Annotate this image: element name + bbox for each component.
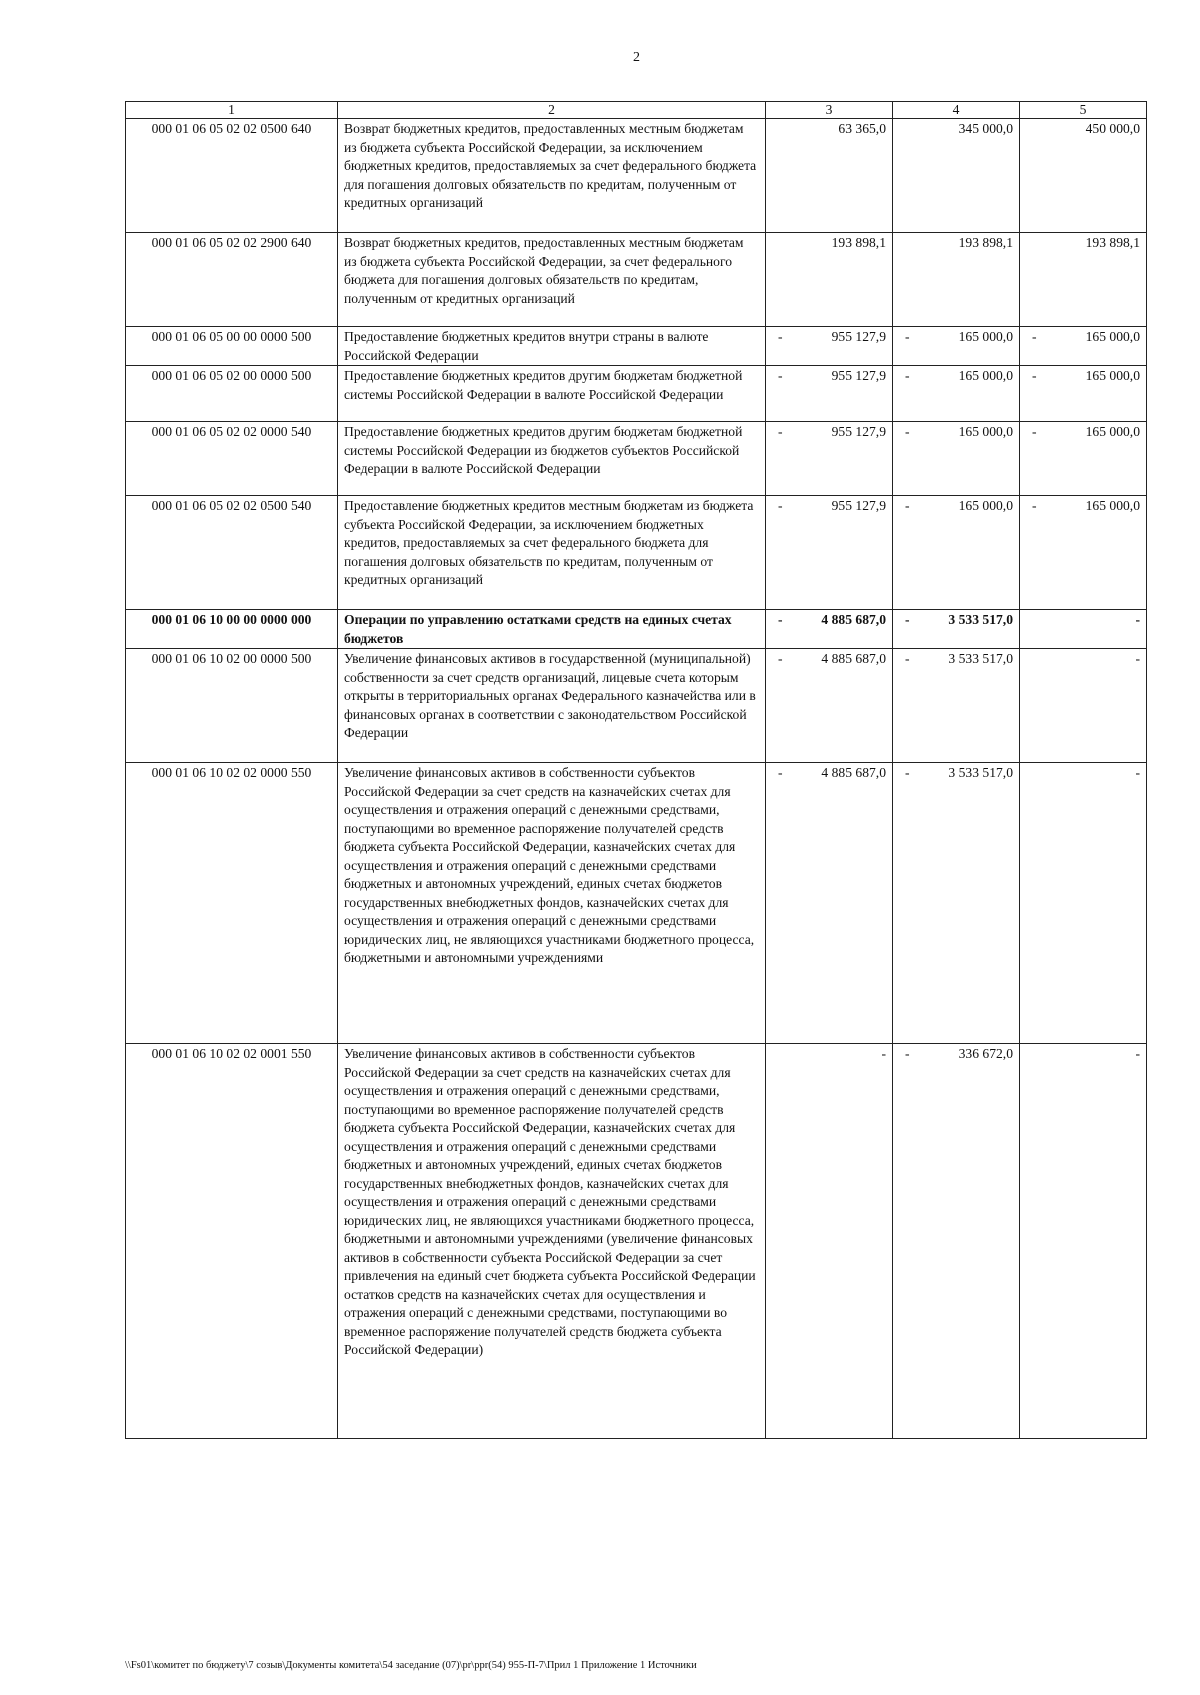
cell-value: 955 127,9 <box>831 368 886 383</box>
row-value-col-5 <box>1020 233 1147 327</box>
table-row <box>126 1044 1147 1439</box>
minus-sign: - <box>905 1046 910 1061</box>
table-header-row <box>126 102 1147 119</box>
header-col-4: 4 <box>893 102 1020 119</box>
minus-sign: - <box>905 329 910 344</box>
row-value-col-4 <box>893 496 1020 610</box>
cell-value: - <box>1135 612 1140 627</box>
row-code: 000 01 06 10 02 02 0001 550 <box>126 1044 338 1439</box>
row-value-col-4 <box>893 763 1020 1044</box>
table-row <box>126 366 1147 422</box>
cell-value: - <box>881 1046 886 1061</box>
cell-value: 165 000,0 <box>958 424 1013 439</box>
minus-sign: - <box>778 329 783 344</box>
header-col-1: 1 <box>126 102 338 119</box>
cell-value: 193 898,1 <box>958 235 1013 250</box>
minus-sign: - <box>778 612 783 627</box>
row-code: 000 01 06 05 02 00 0000 500 <box>126 366 338 422</box>
row-name: Предоставление бюджетных кредитов другим бюджетам бюджетной системы Российской Федерации из бюджетов субъектов Российской Федерации в валюте Российской Федерации <box>338 422 766 496</box>
cell-value: 165 000,0 <box>1085 368 1140 383</box>
header-col-3: 3 <box>766 102 893 119</box>
row-value-col-3 <box>766 327 893 366</box>
cell-value: 63 365,0 <box>838 121 886 136</box>
row-value-col-3 <box>766 366 893 422</box>
row-value-col-4 <box>893 422 1020 496</box>
minus-sign: - <box>905 498 910 513</box>
cell-value: 165 000,0 <box>1085 329 1140 344</box>
minus-sign: - <box>1032 329 1037 344</box>
cell-value: 336 672,0 <box>958 1046 1013 1061</box>
row-value-col-3 <box>766 649 893 763</box>
minus-sign: - <box>1032 368 1037 383</box>
table-row <box>126 649 1147 763</box>
cell-value: 450 000,0 <box>1085 121 1140 136</box>
cell-value: 165 000,0 <box>1085 424 1140 439</box>
cell-value: 955 127,9 <box>831 498 886 513</box>
minus-sign: - <box>905 612 910 627</box>
minus-sign: - <box>778 651 783 666</box>
row-name: Предоставление бюджетных кредитов местным бюджетам из бюджета субъекта Российской Федерации, за исключением бюджетных кредитов, предоставляемых за счет федерального бюджета для погашения долговых обязательств по кредитам, полученным от кредитных организаций <box>338 496 766 610</box>
row-code: 000 01 06 05 02 02 0500 640 <box>126 119 338 233</box>
row-value-col-3 <box>766 763 893 1044</box>
cell-value: 165 000,0 <box>1085 498 1140 513</box>
row-name: Операции по управлению остатками средств на единых счетах бюджетов <box>338 610 766 649</box>
row-value-col-5 <box>1020 763 1147 1044</box>
row-value-col-4 <box>893 366 1020 422</box>
row-name: Возврат бюджетных кредитов, предоставленных местным бюджетам из бюджета субъекта Российской Федерации, за счет федерального бюджета для погашения долговых обязательств по кредитам, полученным от кредитных организаций <box>338 233 766 327</box>
cell-value: 165 000,0 <box>958 368 1013 383</box>
minus-sign: - <box>905 368 910 383</box>
minus-sign: - <box>905 424 910 439</box>
row-value-col-4 <box>893 327 1020 366</box>
row-value-col-3 <box>766 119 893 233</box>
file-path-footer: \\Fs01\комитет по бюджету\7 созыв\Документы комитета\54 заседание (07)\pr\ppr(54) 955-П-7\Прил 1 Приложение 1 Источники <box>125 1660 697 1671</box>
minus-sign: - <box>905 765 910 780</box>
row-value-col-3 <box>766 1044 893 1439</box>
row-code: 000 01 06 10 02 02 0000 550 <box>126 763 338 1044</box>
cell-value: 4 885 687,0 <box>821 765 886 780</box>
row-name: Увеличение финансовых активов в собственности субъектов Российской Федерации за счет средств на казначейских счетах для осуществления и отражения операций с денежными средствами, поступающими во временное распоряжение получателей средств бюджета субъекта Российской Федерации, казначейских счетах для осуществления и отражения операций с денежными средствами бюджетных и автономных учреждений, единых счетах бюджетов государственных внебюджетных фондов, казначейских счетах для осуществления и отражения операций с денежными средствами юридических лиц, не являющихся участниками бюджетного процесса, бюджетными и автономными учреждениями (увеличение финансовых активов в собственности субъекта Российской Федерации за счет привлечения на единый счет бюджета субъекта Российской Федерации остатков средств на казначейских счетах для осуществления и отражения операций с денежными средствами, поступающими во временное распоряжение получателей средств бюджета субъекта Российской Федерации) <box>338 1044 766 1439</box>
cell-value: - <box>1135 765 1140 780</box>
row-value-col-4 <box>893 119 1020 233</box>
row-code: 000 01 06 05 02 02 2900 640 <box>126 233 338 327</box>
row-name: Увеличение финансовых активов в государственной (муниципальной) собственности за счет средств организаций, лицевые счета которым открыты в территориальных органах Федерального казначейства или в финансовых органах в соответствии с законодательством Российской Федерации <box>338 649 766 763</box>
row-value-col-5 <box>1020 610 1147 649</box>
row-value-col-3 <box>766 496 893 610</box>
row-code: 000 01 06 05 02 02 0500 540 <box>126 496 338 610</box>
cell-value: - <box>1135 1046 1140 1061</box>
row-code: 000 01 06 05 02 02 0000 540 <box>126 422 338 496</box>
minus-sign: - <box>778 368 783 383</box>
row-value-col-4 <box>893 610 1020 649</box>
cell-value: - <box>1135 651 1140 666</box>
cell-value: 3 533 517,0 <box>948 651 1013 666</box>
table-row <box>126 422 1147 496</box>
cell-value: 3 533 517,0 <box>948 765 1013 780</box>
cell-value: 193 898,1 <box>831 235 886 250</box>
row-name: Возврат бюджетных кредитов, предоставленных местным бюджетам из бюджета субъекта Российской Федерации, за исключением бюджетных кредитов, предоставляемых за счет федерального бюджета для погашения долговых обязательств по кредитам, полученным от кредитных организаций <box>338 119 766 233</box>
minus-sign: - <box>778 498 783 513</box>
row-value-col-5 <box>1020 1044 1147 1439</box>
row-value-col-4 <box>893 1044 1020 1439</box>
row-value-col-5 <box>1020 422 1147 496</box>
row-code: 000 01 06 10 02 00 0000 500 <box>126 649 338 763</box>
minus-sign: - <box>778 424 783 439</box>
cell-value: 955 127,9 <box>831 424 886 439</box>
row-value-col-5 <box>1020 496 1147 610</box>
cell-value: 955 127,9 <box>831 329 886 344</box>
row-value-col-5 <box>1020 649 1147 763</box>
sources-table <box>125 101 1147 1439</box>
page-number: 2 <box>633 50 640 65</box>
row-value-col-5 <box>1020 327 1147 366</box>
row-value-col-4 <box>893 233 1020 327</box>
table-row <box>126 327 1147 366</box>
row-value-col-5 <box>1020 119 1147 233</box>
row-value-col-4 <box>893 649 1020 763</box>
row-value-col-3 <box>766 233 893 327</box>
cell-value: 165 000,0 <box>958 498 1013 513</box>
row-value-col-3 <box>766 610 893 649</box>
table-row <box>126 119 1147 233</box>
cell-value: 4 885 687,0 <box>821 651 886 666</box>
cell-value: 3 533 517,0 <box>948 612 1013 627</box>
table-row <box>126 233 1147 327</box>
minus-sign: - <box>905 651 910 666</box>
cell-value: 165 000,0 <box>958 329 1013 344</box>
header-col-2: 2 <box>338 102 766 119</box>
table-row <box>126 610 1147 649</box>
cell-value: 345 000,0 <box>958 121 1013 136</box>
minus-sign: - <box>778 765 783 780</box>
row-name: Увеличение финансовых активов в собственности субъектов Российской Федерации за счет средств на казначейских счетах для осуществления и отражения операций с денежными средствами, поступающими во временное распоряжение получателей средств бюджета субъекта Российской Федерации, казначейских счетах для осуществления и отражения операций с денежными средствами бюджетных и автономных учреждений, единых счетах бюджетов государственных внебюджетных фондов, казначейских счетах для осуществления и отражения операций с денежными средствами юридических лиц, не являющихся участниками бюджетного процесса, бюджетными и автономными учреждениями <box>338 763 766 1044</box>
cell-value: 193 898,1 <box>1085 235 1140 250</box>
row-code: 000 01 06 05 00 00 0000 500 <box>126 327 338 366</box>
row-value-col-3 <box>766 422 893 496</box>
table-row <box>126 763 1147 1044</box>
row-name: Предоставление бюджетных кредитов другим бюджетам бюджетной системы Российской Федерации в валюте Российской Федерации <box>338 366 766 422</box>
minus-sign: - <box>1032 498 1037 513</box>
cell-value: 4 885 687,0 <box>821 612 886 627</box>
header-col-5: 5 <box>1020 102 1147 119</box>
table-row <box>126 496 1147 610</box>
row-code: 000 01 06 10 00 00 0000 000 <box>126 610 338 649</box>
row-value-col-5 <box>1020 366 1147 422</box>
row-name: Предоставление бюджетных кредитов внутри страны в валюте Российской Федерации <box>338 327 766 366</box>
minus-sign: - <box>1032 424 1037 439</box>
